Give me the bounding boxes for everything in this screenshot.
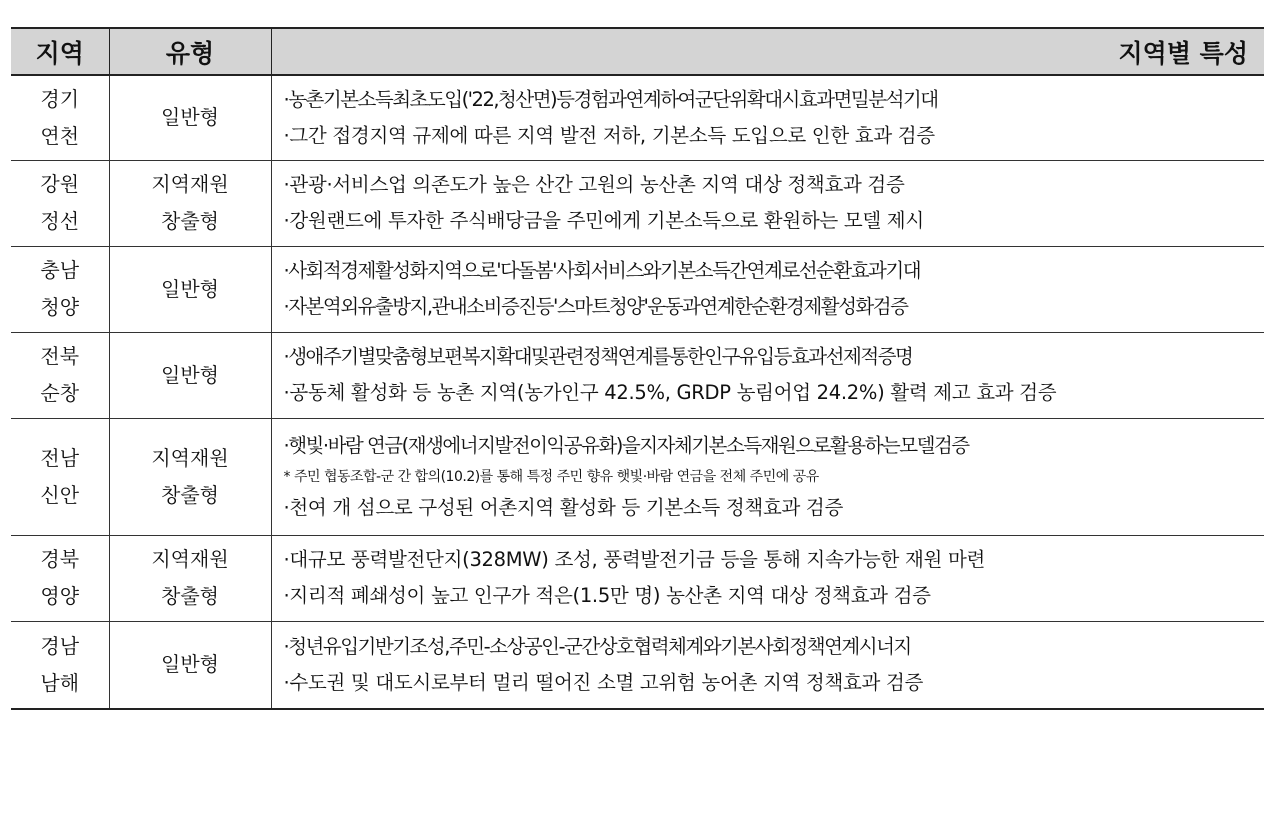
region-features-table xyxy=(11,27,1264,710)
region-cell xyxy=(11,75,109,160)
feature-line: ·관광·서비스업 의존도가 높은 산간 고원의 농산촌 지역 대상 정책효과 검증 xyxy=(283,173,905,196)
feature-line: ·생애주기별맞춤형보편복지확대및관련정책연계를통한인구유입등효과선제적증명 xyxy=(283,345,913,368)
feature-line: ·햇빛·바람 연금(재생에너지발전이익공유화)을지자체기본소득재원으로활용하는모델검증 xyxy=(283,433,969,457)
type-label: 일반형 xyxy=(161,276,219,301)
region-cell xyxy=(11,418,109,535)
feature-cell xyxy=(271,418,1264,535)
type-label: 창출형 xyxy=(161,482,219,507)
region-name: 강원 xyxy=(40,172,80,196)
type-label: 일반형 xyxy=(161,652,219,677)
region-cell xyxy=(11,160,109,246)
feature-line: ·지리적 폐쇄성이 높고 인구가 적은(1.5만 명) 농산촌 지역 대상 정책효과 검증 xyxy=(283,584,931,607)
region-name: 남해 xyxy=(40,670,80,695)
table-row xyxy=(11,621,1264,709)
feature-line: ·그간 접경지역 규제에 따른 지역 발전 저하, 기본소득 도입으로 인한 효과 검증 xyxy=(283,123,935,147)
table-row xyxy=(11,246,1264,332)
type-cell xyxy=(109,535,271,621)
type-label: 지역재원 xyxy=(151,172,229,196)
type-label: 지역재원 xyxy=(151,445,229,470)
type-cell xyxy=(109,418,271,535)
type-cell xyxy=(109,246,271,332)
feature-line: ·사회적경제활성화지역으로'다돌봄'사회서비스와기본소득간연계로선순환효과기대 xyxy=(283,259,921,282)
region-cell xyxy=(11,246,109,332)
region-name: 경북 xyxy=(40,547,80,571)
header-type: 유형 xyxy=(109,28,271,75)
region-cell xyxy=(11,621,109,709)
feature-line: ·대규모 풍력발전단지(328MW) 조성, 풍력발전기금 등을 통해 지속가능한 재원 마련 xyxy=(283,548,986,571)
region-name: 연천 xyxy=(40,123,80,148)
type-label: 일반형 xyxy=(161,362,219,387)
region-name: 경남 xyxy=(40,633,80,658)
feature-line: ·청년유입기반기조성,주민-소상공인-군간상호협력체계와기본사회정책연계시너지 xyxy=(283,634,911,658)
region-name: 전남 xyxy=(40,445,80,470)
feature-line: ·공동체 활성화 등 농촌 지역(농가인구 42.5%, GRDP 농림어업 24.2%) 활력 제고 효과 검증 xyxy=(283,381,1057,404)
type-cell xyxy=(109,621,271,709)
table-row xyxy=(11,418,1264,535)
table-header-row xyxy=(11,28,1264,75)
region-name: 청양 xyxy=(40,295,80,319)
feature-line: ·수도권 및 대도시로부터 멀리 떨어진 소멸 고위험 농어촌 지역 정책효과 검증 xyxy=(283,670,924,694)
feature-note: * 주민 협동조합-군 간 합의(10.2)를 통해 특정 주민 향유 햇빛·바람 연금을 전체 주민에 공유 xyxy=(283,468,819,485)
table-row xyxy=(11,160,1264,246)
table-row xyxy=(11,535,1264,621)
table-body xyxy=(11,75,1264,709)
region-name: 신안 xyxy=(40,482,80,507)
feature-cell xyxy=(271,332,1264,418)
table-row xyxy=(11,75,1264,160)
type-cell xyxy=(109,332,271,418)
region-name: 전북 xyxy=(40,344,80,368)
feature-line: ·강원랜드에 투자한 주식배당금을 주민에게 기본소득으로 환원하는 모델 제시 xyxy=(283,209,924,232)
region-name: 충남 xyxy=(40,258,80,282)
table-row xyxy=(11,332,1264,418)
feature-cell xyxy=(271,621,1264,709)
feature-cell xyxy=(271,535,1264,621)
feature-line: ·천여 개 섬으로 구성된 어촌지역 활성화 등 기본소득 정책효과 검증 xyxy=(283,495,843,519)
region-cell xyxy=(11,332,109,418)
region-table-container xyxy=(11,27,1264,710)
region-name: 정선 xyxy=(40,209,80,233)
region-cell xyxy=(11,535,109,621)
feature-cell xyxy=(271,160,1264,246)
type-label: 창출형 xyxy=(161,584,219,608)
region-name: 경기 xyxy=(40,86,80,111)
type-label: 일반형 xyxy=(161,105,219,130)
type-label: 창출형 xyxy=(161,209,219,233)
type-label: 지역재원 xyxy=(151,547,229,571)
region-name: 순창 xyxy=(40,381,80,405)
type-cell xyxy=(109,160,271,246)
region-name: 영양 xyxy=(40,584,80,608)
feature-cell xyxy=(271,246,1264,332)
header-region: 지역 xyxy=(11,28,109,75)
type-cell xyxy=(109,75,271,160)
feature-line: ·자본역외유출방지,관내소비증진등'스마트청양'운동과연계한순환경제활성화검증 xyxy=(283,295,908,318)
feature-cell xyxy=(271,75,1264,160)
header-feature: 지역별 특성 xyxy=(271,28,1264,75)
feature-line: ·농촌기본소득최초도입('22,청산면)등경험과연계하여군단위확대시효과면밀분석기대 xyxy=(283,87,938,111)
